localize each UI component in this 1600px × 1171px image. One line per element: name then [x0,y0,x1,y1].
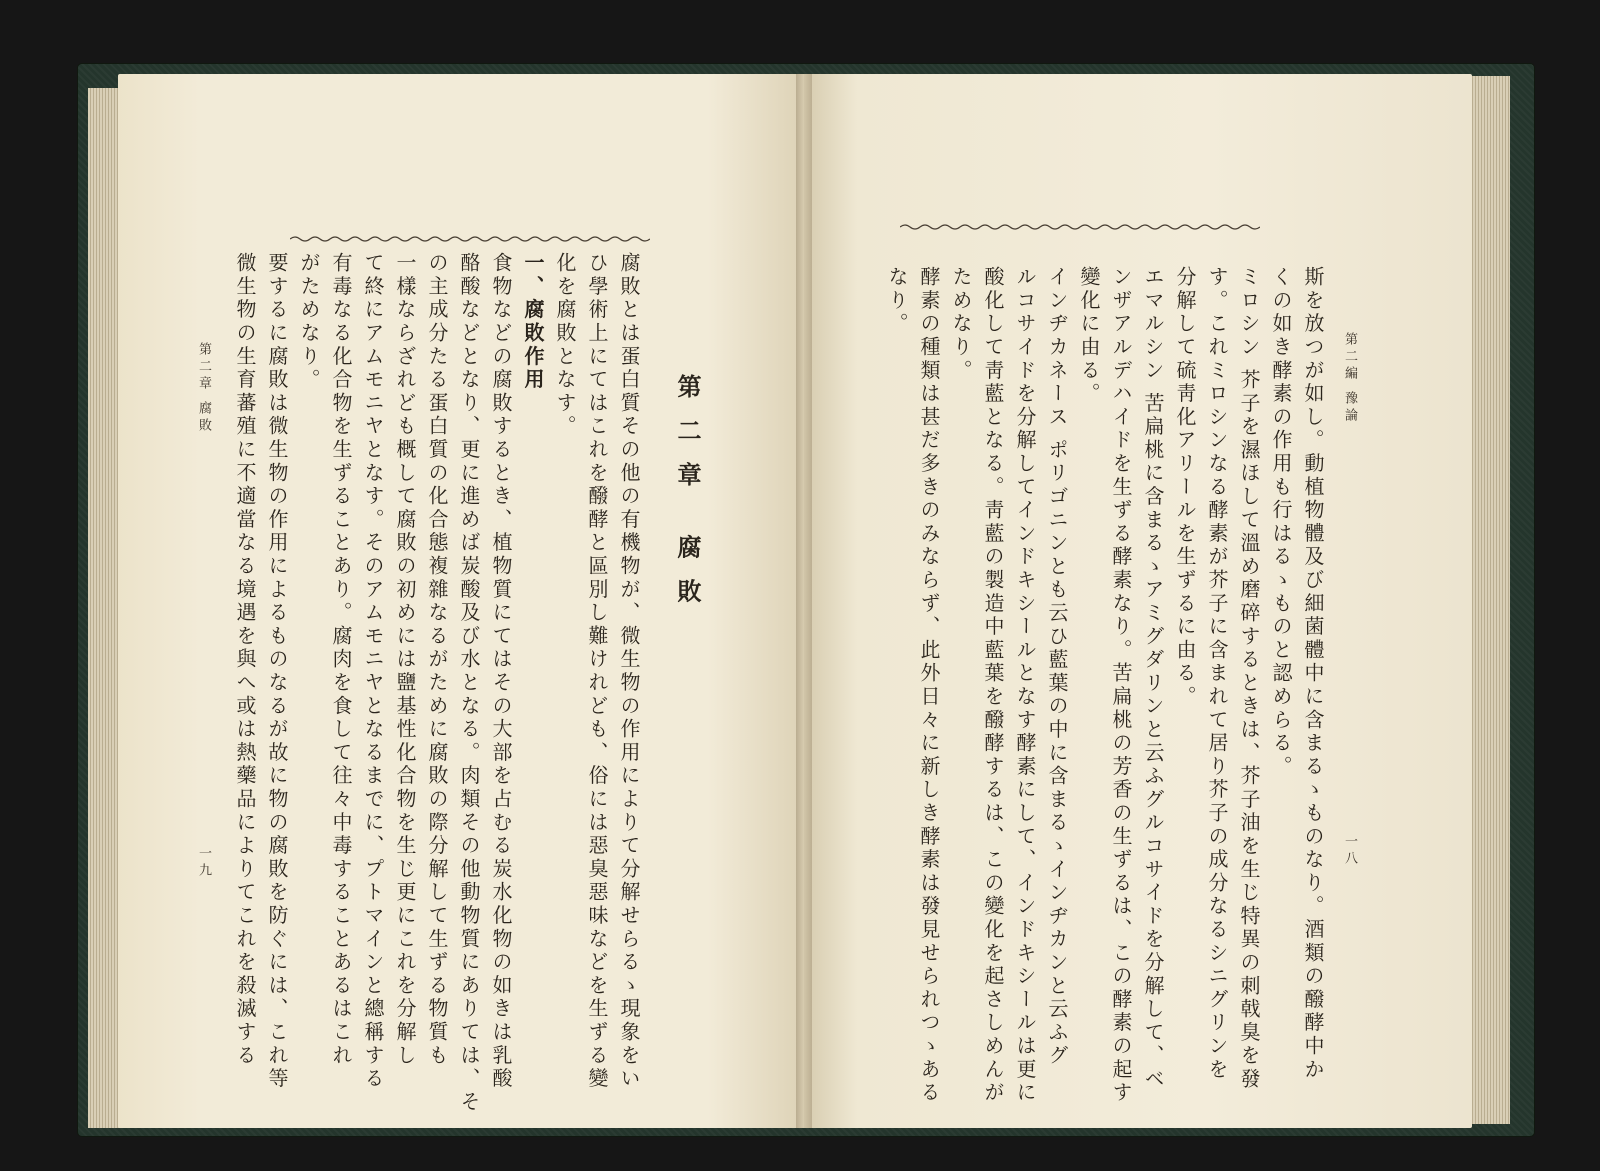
left-wavy-rule [290,234,650,244]
text-line: くの如き酵素の作用も行はるゝものと認めらる。 [1269,266,1293,779]
text-line: 微生物の生育蕃殖に不適當なる境遇を與へ或は熱藥品によりてこれを殺滅する [233,252,257,1068]
text-line: ンザアルデハイドを生ずる酵素なり。苦扁桃の芳香の生ずるは、この酵素の起す [1109,266,1133,1105]
page-header: 第二編 豫論 [1342,332,1357,426]
left-page [118,74,804,1128]
text-line: ひ學術上にてはこれを醱酵と區別し難けれども、俗には惡臭惡味などを生ずる變 [585,252,609,1091]
text-line: 有毒なる化合物を生ずることあり。腐肉を食して往々中毒することあるはこれ [329,252,353,1068]
text-line: 化を腐敗となす。 [553,252,577,439]
text-line: 要するに腐敗は微生物の作用によるものなるが故に物の腐敗を防ぐには、これ等 [265,252,289,1091]
text-line: ミロシン 芥子を濕ほして溫め磨碎するときは、芥子油を生じ特異の刺戟臭を發 [1237,266,1261,1092]
text-line: ルコサイドを分解してインドキシールとなす酵素にして、インドキシールは更に [1013,266,1037,1105]
text-line: ためなり。 [949,266,973,383]
page-number: 一九 [196,846,211,880]
right-page [804,74,1472,1128]
section-heading: 一、腐敗作用 [521,252,545,392]
text-line: がためなり。 [297,252,321,392]
text-line: エマルシン 苦扁桃に含まるゝアミグダリンと云ふグルコサイドを分解して、ベ [1141,266,1165,1092]
text-line: す。これミロシンなる酵素が芥子に含まれて居り芥子の成分なるシニグリンを [1205,266,1229,1082]
text-line: 酸化して靑藍となる。靑藍の製造中藍葉を醱酵するは、この變化を起さしめんが [981,266,1005,1105]
text-line: の主成分たる蛋白質の化合態複雜なるがために腐敗の際分解して生ずる物質も [425,252,449,1068]
text-line: 斯を放つが如し。動植物體及び細菌體中に含まるゝものなり。酒類の醱酵中か [1301,266,1325,1082]
text-line: 酪酸などとなり、更に進めば炭酸及び水となる。肉類その他動物質にありては、そ [457,252,481,1115]
page-number: 一八 [1342,834,1357,868]
text-line: 分解して硫靑化アリールを生ずるに由る。 [1173,266,1197,709]
text-line: 變化に由る。 [1077,266,1101,406]
text-line: 食物などの腐敗するとき、植物質にてはその大部を占むる炭水化物の如きは乳酸 [489,252,513,1091]
text-line: 一樣ならざれども概して腐敗の初めには鹽基性化合物を生じ更にこれを分解し [393,252,417,1068]
text-line: なり。 [885,266,909,336]
book-gutter [796,74,812,1128]
text-line: 腐敗とは蛋白質その他の有機物が、微生物の作用によりて分解せらるゝ現象をい [617,252,641,1091]
text-line: 酵素の種類は甚だ多きのみならず、此外日々に新しき酵素は發見せられつゝある [917,266,941,1105]
text-line: インヂカネース ポリゴニンとも云ひ藍葉の中に含まるゝインヂカンと云ふグ [1045,266,1069,1068]
right-wavy-rule [900,222,1260,232]
page-footer-title: 第二章 腐敗 [196,342,211,436]
chapter-title: 第二章 腐敗 [673,374,702,623]
text-line: て終にアムモニヤとなす。そのアムモニヤとなるまでに、プトマインと總稱する [361,252,385,1091]
